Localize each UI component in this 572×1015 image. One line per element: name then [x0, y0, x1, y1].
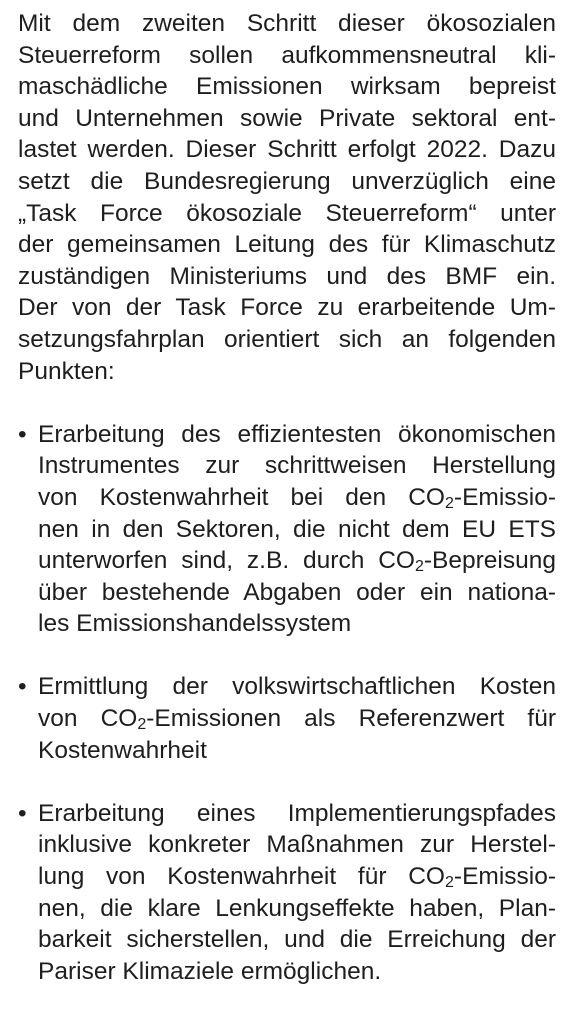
- text-line: barkeit sicherstellen, und die Erreichung der: [38, 926, 556, 954]
- text-line: Der von der Task Force zu erarbeitende Um-: [18, 294, 556, 322]
- subscript: 2: [445, 494, 454, 512]
- text-line: [38, 861, 556, 893]
- subscript: 2: [137, 716, 147, 734]
- text-line: [38, 703, 556, 735]
- document-body: [18, 8, 556, 987]
- text-line: nen in den Sektoren, die nicht dem EU ETS: [38, 515, 556, 543]
- intro-paragraph: [18, 8, 556, 387]
- bullet-item: [18, 798, 556, 988]
- text-line: Punkten:: [18, 357, 115, 385]
- text-line: Steuerreform sollen aufkommensneutral kli-: [18, 41, 556, 69]
- text-line: setzungsfahrplan orientiert sich an folgenden: [18, 325, 556, 353]
- text-line: Erarbeitung des effizientesten ökonomischen: [38, 420, 556, 448]
- text-segment: lung von Kostenwahrheit für CO: [38, 863, 445, 891]
- text-segment: -Emissio-: [453, 483, 556, 511]
- bullet-icon: •: [18, 673, 27, 701]
- bullet-icon: •: [18, 799, 27, 827]
- subscript: 2: [445, 874, 454, 892]
- bullet-item: [18, 671, 556, 766]
- text-line: der gemeinsamen Leitung des für Klimaschutz: [18, 231, 556, 259]
- text-line: [38, 482, 556, 514]
- text-segment: -Emissionen als Referenzwert für: [146, 705, 556, 733]
- text-line: Erarbeitung eines Implementierungspfades: [38, 799, 556, 827]
- text-line: lastet werden. Dieser Schritt erfolgt 2022. Dazu: [18, 136, 556, 164]
- text-line: les Emissionshandelssystem: [38, 610, 352, 638]
- bullet-item: [18, 419, 556, 640]
- text-line: und Unternehmen sowie Private sektoral ent-: [18, 104, 556, 132]
- paragraph-spacer: [18, 640, 556, 672]
- text-segment: von Kostenwahrheit bei den CO: [38, 483, 445, 511]
- text-line: Mit dem zweiten Schritt dieser ökosozialen: [18, 10, 556, 37]
- text-line: maschädliche Emissionen wirksam bepreist: [18, 73, 556, 101]
- paragraph-spacer: [18, 387, 556, 419]
- text-line: „Task Force ökosoziale Steuerreform“ unter: [18, 199, 556, 227]
- text-line: Instrumentes zur schrittweisen Herstellung: [38, 452, 556, 480]
- paragraph-spacer: [18, 766, 556, 798]
- text-line: Pariser Klimaziele ermöglichen.: [38, 957, 382, 985]
- text-line: Kostenwahrheit: [38, 736, 207, 764]
- text-line: zuständigen Ministeriums und des BMF ein.: [18, 262, 556, 290]
- text-segment: -Emissio-: [453, 863, 556, 891]
- text-line: nen, die klare Lenkungseffekte haben, Plan-: [38, 894, 556, 922]
- text-segment: -Bepreisung: [423, 547, 556, 575]
- text-line: [38, 545, 556, 577]
- subscript: 2: [414, 558, 424, 576]
- text-segment: unterworfen sind, z.B. durch CO: [38, 547, 415, 575]
- bullet-icon: •: [18, 420, 27, 448]
- text-line: über bestehende Abgaben oder ein nationa-: [38, 578, 556, 606]
- text-line: setzt die Bundesregierung unverzüglich eine: [18, 167, 556, 195]
- text-segment: von CO: [38, 705, 138, 733]
- text-line: inklusive konkreter Maßnahmen zur Herstel-: [38, 831, 556, 859]
- text-line: Ermittlung der volkswirtschaftlichen Kosten: [38, 673, 556, 701]
